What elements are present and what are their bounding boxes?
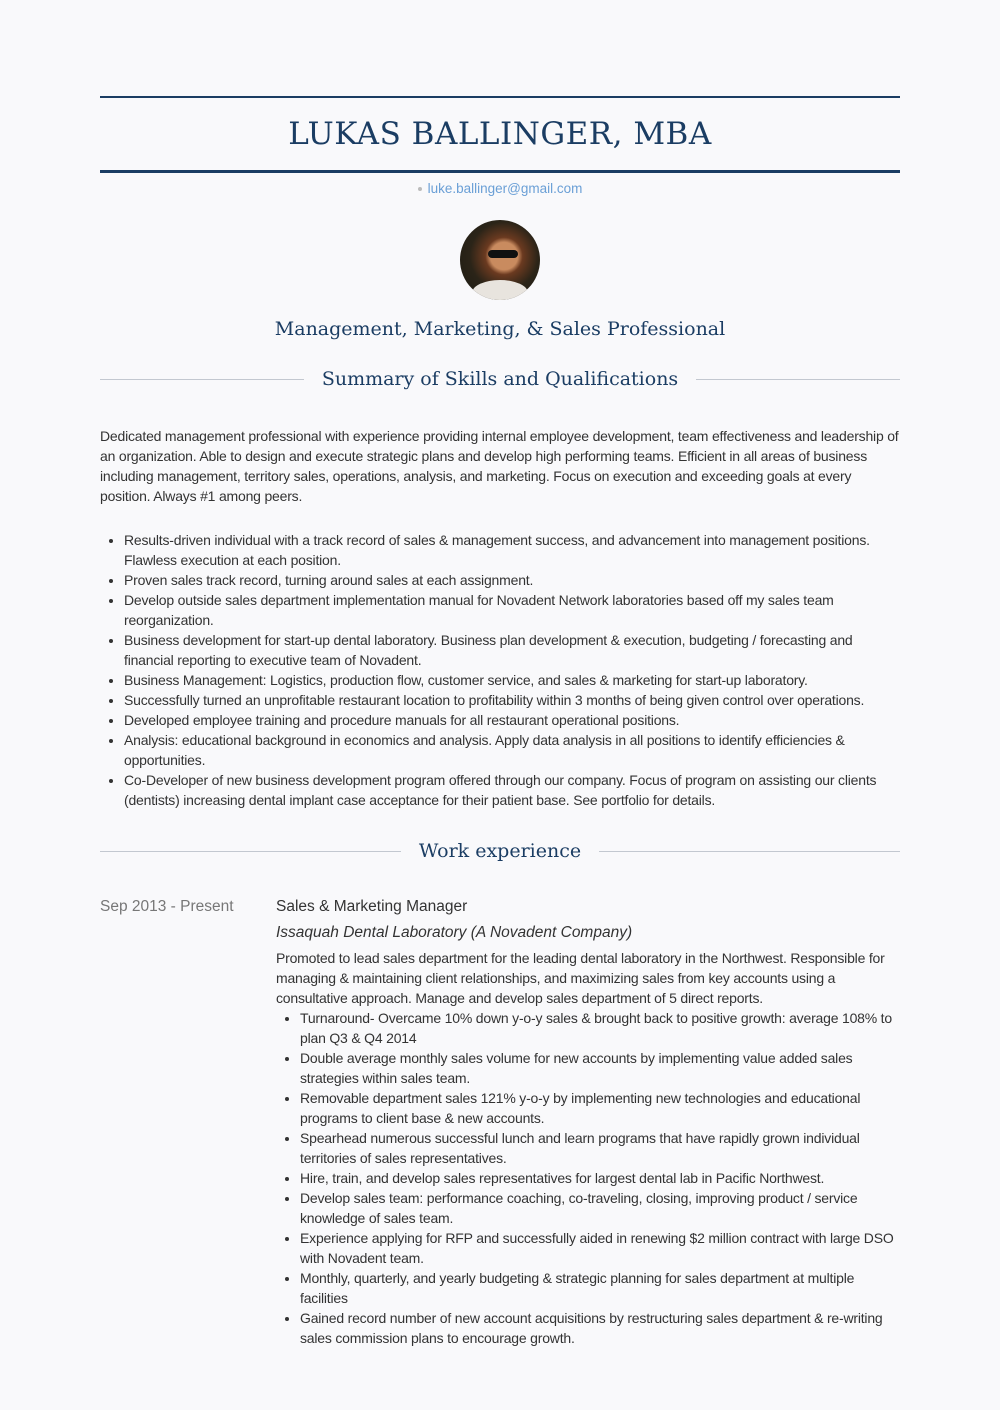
bullet-item: • Hire, train, and develop sales representatives for largest dental lab in Pacific Northwest.	[300, 1168, 900, 1188]
bullet-item: • Proven sales track record, turning around sales at each assignment.	[124, 570, 900, 590]
bullet-item: • Business Management: Logistics, production flow, customer service, and sales & marketing for start-up laboratory.	[124, 670, 900, 690]
bullet-item: • Successfully turned an unprofitable restaurant location to profitability within 3 months of being given control over operations.	[124, 690, 900, 710]
job-title: Sales & Marketing Manager	[276, 898, 468, 915]
summary-bullets	[100, 530, 900, 810]
bullet-item: • Analysis: educational background in economics and analysis. Apply data analysis in all positions to identify efficiencies & opportunities.	[124, 730, 900, 770]
bullet-item: • Spearhead numerous successful lunch and learn programs that have rapidly grown individual territories of sales representatives.	[300, 1128, 900, 1168]
profile-photo	[460, 220, 540, 300]
resume	[100, 96, 900, 1348]
header-top-rule	[100, 96, 900, 98]
work-section-heading	[100, 840, 900, 862]
bullet-item: • Turnaround- Overcame 10% down y-o-y sales & brought back to positive growth: average 108% to plan Q3 & Q4 2014	[300, 1008, 900, 1048]
bullet-item: • Developed employee training and procedure manuals for all restaurant operational positions.	[124, 710, 900, 730]
bullet-item: • Results-driven individual with a track record of sales & management success, and advancement into management positions. Flawless execution at each position.	[124, 530, 900, 570]
bullet-item: • Co-Developer of new business development program offered through our company. Focus of program on assisting our clients (dentists) increasing dental implant case acceptance for their patient base. See portfolio for details.	[124, 770, 900, 810]
contact-row	[100, 181, 900, 196]
bullet-item: • Gained record number of new account acquisitions by restructuring sales department & re-writing sales commission plans to encourage growth.	[300, 1308, 900, 1348]
bullet-item: • Business development for start-up dental laboratory. Business plan development & execution, budgeting / forecasting and financial reporting to executive team of Novadent.	[124, 630, 900, 670]
job-description: Promoted to lead sales department for the leading dental laboratory in the Northwest. Responsible for managing & maintaining client relationships, and maximizing sales from key accounts using a consultative approach. Manage and develop sales department of 5 direct reports.	[276, 950, 885, 1006]
job-company: Issaquah Dental Laboratory (A Novadent Company)	[276, 924, 633, 941]
bullet-icon	[418, 187, 422, 191]
job-dates: Sep 2013 - Present	[100, 898, 234, 915]
candidate-name: LUKAS BALLINGER, MBA	[288, 116, 712, 152]
work-title: Work experience	[418, 840, 582, 862]
summary-title: Summary of Skills and Qualifications	[321, 368, 679, 390]
bullet-item: • Removable department sales 121% y-o-y by implementing new technologies and educational programs to client base & new accounts.	[300, 1088, 900, 1128]
job-entry	[100, 898, 900, 1348]
summary-paragraph: Dedicated management professional with experience providing internal employee development, team effectiveness and leadership of an organization. Able to design and execute strategic plans and develop high performing teams. Efficient in all areas of business including management, territory sales, operations, analysis, and marketing. Focus on execution and exceeding goals at every position. Always #1 among peers.	[100, 428, 899, 504]
professional-headline: Management, Marketing, & Sales Professional	[274, 318, 726, 340]
email-link[interactable]: luke.ballinger@gmail.com	[427, 181, 583, 196]
bullet-item: • Experience applying for RFP and successfully aided in renewing $2 million contract with large DSO with Novadent team.	[300, 1228, 900, 1268]
bullet-item: • Develop outside sales department implementation manual for Novadent Network laboratories based off my sales team reorganization.	[124, 590, 900, 630]
bullet-item: • Monthly, quarterly, and yearly budgeting & strategic planning for sales department at multiple facilities	[300, 1268, 900, 1308]
bullet-item: • Double average monthly sales volume for new accounts by implementing value added sales strategies within sales team.	[300, 1048, 900, 1088]
job-bullets	[276, 1008, 900, 1348]
bullet-item: • Develop sales team: performance coaching, co-traveling, closing, improving product / service knowledge of sales team.	[300, 1188, 900, 1228]
header-bottom-rule	[100, 170, 900, 173]
summary-section-heading	[100, 368, 900, 390]
